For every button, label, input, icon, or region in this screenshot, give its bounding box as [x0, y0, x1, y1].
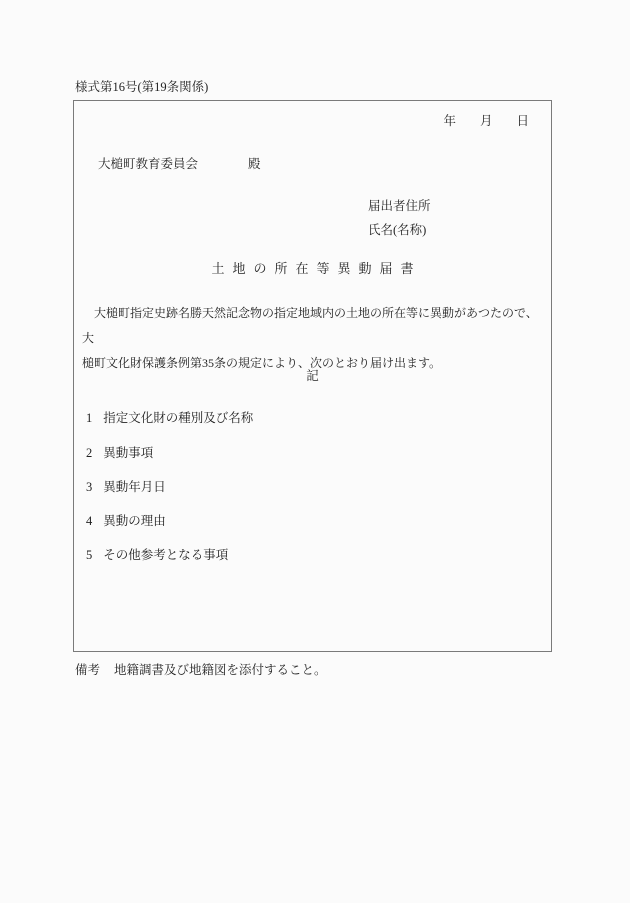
year-label: 年 [443, 114, 456, 128]
list-item [86, 481, 166, 494]
body-line-2: 槌町文化財保護条例第35条の規定により、次のとおり届け出ます。 [82, 356, 442, 370]
list-item [86, 447, 153, 460]
month-label: 月 [479, 114, 493, 128]
body-paragraph [82, 301, 546, 376]
list-item [86, 515, 166, 528]
item-number: 3 [86, 480, 93, 494]
body-line-1: 大槌町指定史跡名勝天然記念物の指定地域内の土地の所在等に異動があつたので、大 [82, 306, 538, 345]
item-number: 1 [86, 411, 93, 425]
day-label: 日 [516, 114, 529, 128]
item-label: 異動年月日 [103, 480, 166, 494]
item-label: 指定文化財の種別及び名称 [103, 411, 254, 425]
item-label: 異動の理由 [103, 514, 166, 528]
remarks-note [75, 664, 327, 677]
date-line [443, 115, 529, 128]
document-title: 土地の所在等異動届書 [211, 261, 422, 276]
item-number: 2 [86, 446, 93, 460]
item-label: 異動事項 [103, 446, 154, 460]
record-marker: 記 [306, 369, 319, 383]
item-number: 5 [86, 548, 93, 562]
list-item [86, 412, 253, 425]
addressee-name: 大槌町教育委員会 [98, 157, 199, 171]
declarant-address-label: 届出者住所 [368, 199, 431, 213]
form-number: 様式第16号(第19条関係) [75, 80, 209, 94]
remarks-label: 備考 [75, 663, 101, 677]
form-box [73, 100, 552, 652]
item-number: 4 [86, 514, 93, 528]
addressee-honorific: 殿 [248, 157, 261, 171]
list-item [86, 549, 228, 562]
item-label: その他参考となる事項 [103, 548, 229, 562]
declarant-name-label: 氏名(名称) [368, 223, 427, 237]
addressee-line [98, 158, 261, 171]
remarks-text: 地籍調書及び地籍図を添付すること。 [114, 663, 327, 677]
